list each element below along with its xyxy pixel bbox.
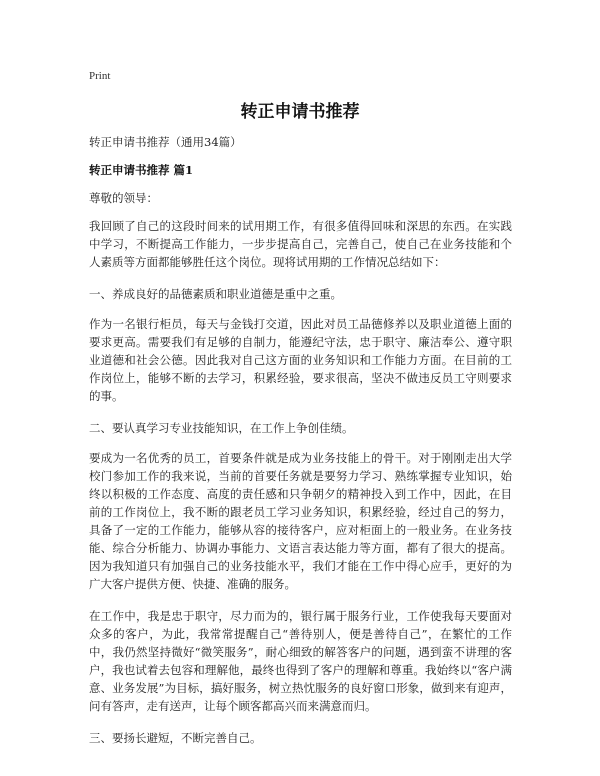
print-label: Print — [89, 70, 111, 82]
document-title: 转正申请书推荐 — [240, 102, 360, 122]
section-title: 转正申请书推荐 篇1 — [89, 163, 194, 177]
paragraph-intro: 我回顾了自己的这段时间来的试用期工作，有很多值得回味和深思的东西。在实践中学习，不断提高工作能力，一步步提高自己，完善自己，使自己在业务技能和个人素质等方面都能够胜任这个岗位。现将试用期的工作情况总结如下： — [89, 219, 512, 269]
salutation: 尊敬的领导： — [89, 191, 158, 205]
paragraph-2: 要成为一名优秀的员工，首要条件就是成为业务技能上的骨干。对于刚刚走出大学校门参加工作的我来说，当前的首要任务就是要努力学习、熟练掌握专业知识，始终以积极的工作态度、高度的责任感和只争朝夕的精神投入到工作中，因此，在目前的工作岗位上，我不断的跟老员工学习业务知识，积累经验，经过自己的努力，具备了一定的工作能力，能够从容的接待客户，应对柜面上的一般业务。在业务技能、综合分析能力、协调办事能力、文语言表达能力等方面，都有了很大的提高。因为我知道只有加强自己的业务技能水平，我们才能在工作中得心应手，更好的为广大客户提供方便、快捷、准确的服务。 — [89, 451, 512, 591]
paragraph-1: 作为一名银行柜员，每天与金钱打交道，因此对员工品德修养以及职业道德上面的要求更高。需要我们有足够的自制力，能遵纪守法，忠于职守、廉洁奉公、遵守职业道德和社会公德。因此我对自己这方面的业务知识和工作能力方面。在目前的工作岗位上，能够不断的去学习，积累经验，要求很高，坚决不做违反员工守则要求的事。 — [89, 317, 512, 403]
heading-2: 二、要认真学习专业技能知识，在工作上争创佳绩。 — [89, 421, 354, 435]
heading-1: 一、养成良好的品德素质和职业道德是重中之重。 — [89, 287, 342, 301]
heading-3: 三、要扬长避短，不断完善自己。 — [89, 731, 262, 745]
paragraph-3: 在工作中，我是忠于职守，尽力而为的，银行属于服务行业，工作使我每天要面对众多的客户，为此，我常常提醒自己“善待别人，便是善待自己”，在繁忙的工作中，我仍然坚持微好“微笑服务”，耐心细致的解答客户的问题，遇到蛮不讲理的客户，我也试着去包容和理解他，最终也得到了客户的理解和尊重。我始终以“客户满意、业务发展”为目标，搞好服务，树立热忱服务的良好窗口形象，做到来有迎声，问有答声，走有送声，让每个顾客都高兴而来满意而归。 — [89, 609, 512, 713]
document-subtitle: 转正申请书推荐（通用34篇） — [89, 135, 242, 149]
document-body — [89, 133, 512, 759]
